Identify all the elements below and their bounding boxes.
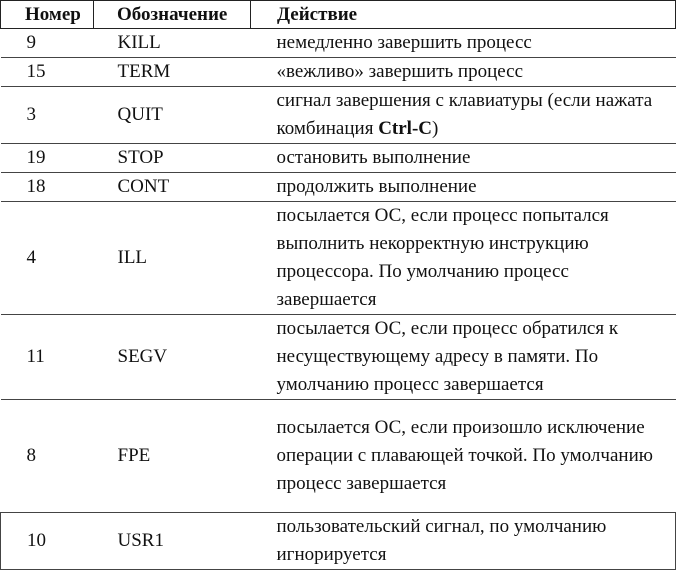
signal-number: 4: [1, 202, 94, 315]
header-action: Действие: [251, 1, 676, 29]
signal-name: TERM: [94, 58, 251, 87]
signal-number: 15: [1, 58, 94, 87]
table-row: [1, 315, 676, 400]
table-body: [1, 29, 676, 570]
signal-action: посылается ОС, если процесс попытался выполнить некорректную инструкцию процессора. По умолчанию процесс завершается: [251, 202, 676, 315]
signal-action: посылается ОС, если процесс обратился к несуществующему адресу в памяти. По умолчанию процесс завершается: [251, 315, 676, 400]
signal-action-tail: ): [432, 118, 439, 139]
signal-name: CONT: [94, 173, 251, 202]
signal-action: остановить выполнение: [251, 144, 676, 173]
table-row: [1, 144, 676, 173]
signal-number: 10: [1, 513, 94, 570]
header-name: Обозначение: [94, 1, 251, 29]
signal-number: 11: [1, 315, 94, 400]
table-row: [1, 173, 676, 202]
signal-action: [251, 87, 676, 144]
signal-action: немедленно завершить процесс: [251, 29, 676, 58]
signal-name: ILL: [94, 202, 251, 315]
signal-action: продолжить выполнение: [251, 173, 676, 202]
signal-action: «вежливо» завершить процесс: [251, 58, 676, 87]
signal-name: STOP: [94, 144, 251, 173]
signal-number: 3: [1, 87, 94, 144]
signal-name: FPE: [94, 400, 251, 513]
table-header: [1, 1, 676, 29]
signal-number: 8: [1, 400, 94, 513]
table-row: [1, 513, 676, 570]
signal-number: 19: [1, 144, 94, 173]
table-row: [1, 202, 676, 315]
header-row: [1, 1, 676, 29]
signal-number: 18: [1, 173, 94, 202]
table-row: [1, 58, 676, 87]
signal-name: QUIT: [94, 87, 251, 144]
signal-name: USR1: [94, 513, 251, 570]
signal-action-text: сигнал завершения с клавиатуры (если нажата комбинация: [276, 90, 653, 139]
signal-name: SEGV: [94, 315, 251, 400]
header-number: Номер: [1, 1, 94, 29]
signal-action: посылается ОС, если произошло исключение операции с плавающей точкой. По умолчанию процесс завершается: [251, 400, 676, 513]
table-row: [1, 29, 676, 58]
signal-number: 9: [1, 29, 94, 58]
signal-action: пользовательский сигнал, по умолчанию игнорируется: [251, 513, 676, 570]
signal-name: KILL: [94, 29, 251, 58]
table-row: [1, 400, 676, 513]
table-row: [1, 87, 676, 144]
key-combination: Ctrl-C: [378, 118, 433, 139]
